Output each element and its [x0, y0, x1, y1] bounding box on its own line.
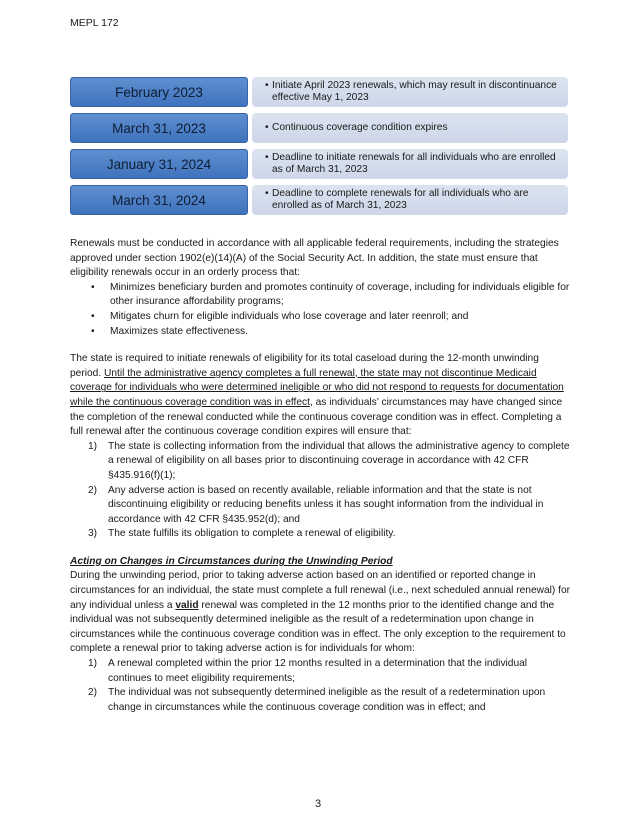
underlined-requirement: Until the administrative agency completes a full renewal, the state may not discontinue Medicaid coverage for individuals who were determined ineligible or who did not respond to requests for documentation while the continuous coverage condition was in effect: [70, 367, 564, 408]
timeline-row: [70, 185, 568, 215]
timeline-table: [70, 77, 568, 221]
timeline-date: January 31, 2024: [70, 149, 248, 179]
timeline-description: [252, 77, 568, 107]
timeline-description: [252, 185, 568, 215]
list-item-text: A renewal completed within the prior 12 months resulted in a determination that the individual continues to meet eligibility requirements;: [108, 658, 528, 684]
timeline-description-text: • Initiate April 2023 renewals, which may result in discontinuance effective May 1, 2023: [272, 80, 560, 104]
page-number: 3: [314, 798, 322, 810]
list-item-text: The state fulfills its obligation to complete a renewal of eligibility.: [108, 528, 396, 540]
section-heading: Acting on Changes in Circumstances during the Unwinding Period: [70, 555, 393, 567]
timeline-description-text: • Deadline to initiate renewals for all individuals who are enrolled as of March 31, 2023: [272, 152, 560, 176]
list-number: 1): [88, 440, 98, 452]
changes-paragraph: [70, 569, 570, 657]
list-item: [70, 657, 570, 686]
list-item: [70, 686, 570, 715]
list-number: 2): [88, 687, 98, 699]
exception-list: [70, 657, 570, 715]
renewals-paragraph: Renewals must be conducted in accordance with all applicable federal requirements, including the strategies approved under section 1902(e)(14)(A) of the Social Security Act. In addition, the state must ensure that eligibility renewals occur in an orderly process that:: [70, 238, 559, 279]
timeline-description-text: • Continuous coverage condition expires: [272, 122, 448, 134]
timeline-date: March 31, 2023: [70, 113, 248, 143]
list-item: • Maximizes state effectiveness.: [70, 325, 570, 340]
paragraph-text: The state is required to initiate renewals of eligibility for its total caseload during the 12-month unwinding period.: [70, 353, 539, 379]
list-item-text: Any adverse action is based on recently available, reliable information and that the state is not discontinuing eligibility or reducing benefits unless it has sought information from the individual in accordance with 42 CFR §435.952(d); and: [108, 484, 544, 525]
list-item: • Mitigates churn for eligible individuals who lose coverage and later reenroll; and: [70, 310, 570, 325]
renewal-outcomes-list: [70, 440, 570, 542]
timeline-description-text: • Deadline to complete renewals for all individuals who are enrolled as of March 31, 2023: [272, 188, 560, 212]
document-id: MEPL 172: [70, 17, 119, 29]
emphasis-valid: valid: [175, 599, 199, 611]
timeline-date: February 2023: [70, 77, 248, 107]
list-item: [70, 484, 570, 528]
timeline-description: [252, 113, 568, 143]
list-number: 2): [88, 484, 98, 496]
list-item-text: The state is collecting information from the individual that allows the administrative agency to complete a renewal of eligibility on all bases prior to discontinuing coverage in accordance with 42 CFR §435.916(f)(1);: [108, 440, 570, 481]
timeline-row: [70, 77, 568, 107]
paragraph-text: renewal was completed in the 12 months prior to the identified change and the individual was not subsequently determined ineligible as the result of a redetermination upon change in circumstances while the continuous coverage condition was in effect. The only exception to the requirement to complete a renewal prior to taking adverse action is for individuals for whom:: [70, 599, 566, 655]
paragraph-text: , as individuals’ circumstances may have changed since the completion of the renewal conducted while the continuous coverage condition was in effect. Completing a full renewal after the continuous coverage condition expires will ensure that:: [70, 396, 563, 438]
list-item: • Minimizes beneficiary burden and promotes continuity of coverage, including for individuals eligible for other insurance affordability programs;: [70, 281, 570, 310]
list-number: 3): [88, 528, 98, 540]
list-number: 1): [88, 658, 98, 670]
document-body: [70, 237, 570, 715]
timeline-row: [70, 113, 568, 143]
list-item: [70, 527, 570, 542]
renewal-goals-list: [70, 281, 570, 339]
timeline-description: [252, 149, 568, 179]
timeline-row: [70, 149, 568, 179]
list-item: [70, 440, 570, 484]
caseload-paragraph: [70, 352, 570, 440]
list-item-text: The individual was not subsequently determined ineligible as the result of a redetermination upon change in circumstances while the continuous coverage condition was in effect; and: [108, 687, 546, 713]
timeline-date: March 31, 2024: [70, 185, 248, 215]
paragraph-text: During the unwinding period, prior to taking adverse action based on an identified or reported change in circumstances for an individual, the state must complete a full renewal (i.e., next scheduled annual renewal) for any individual unless a: [70, 570, 571, 611]
